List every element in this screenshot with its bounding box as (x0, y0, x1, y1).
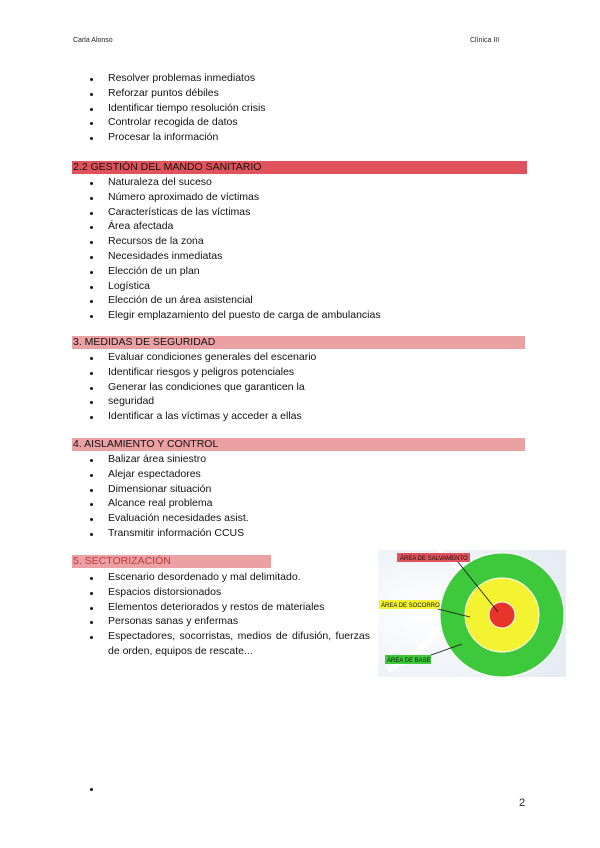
base-area-label: ÁREA DE BASE (387, 658, 431, 664)
aislamiento-list (88, 452, 249, 541)
list-item: Logística (88, 279, 381, 294)
list-item: Elementos deteriorados y restos de materiales (88, 600, 370, 615)
list-item: Naturaleza del suceso (88, 175, 381, 190)
list-item: Elegir emplazamiento del puesto de carga de ambulancias (88, 308, 381, 323)
list-item: Evaluación necesidades asist. (88, 511, 249, 526)
section-heading-sectorizacion: 5. SECTORIZACIÓN (72, 555, 271, 568)
list-item: Alejar espectadores (88, 467, 249, 482)
list-item: Número aproximado de víctimas (88, 190, 381, 205)
rescue-area-label: ÁREA DE SALVAMENTO (400, 556, 468, 562)
section-heading-aislamiento: 4. AISLAMIENTO Y CONTROL (72, 438, 525, 451)
list-item: Balizar área siniestro (88, 452, 249, 467)
list-item: Reforzar puntos débiles (88, 86, 266, 101)
section-heading-seguridad: 3. MEDIDAS DE SEGURIDAD (72, 336, 525, 349)
list-item: Espectadores, socorristas, medios de difusión, fuerzas de orden, equipos de rescate... (88, 629, 370, 659)
list-item: Transmitir información CCUS (88, 526, 249, 541)
seguridad-list (88, 350, 316, 424)
list-item: Procesar la información (88, 130, 266, 145)
list-item: Elección de un plan (88, 264, 381, 279)
list-item: Generar las condiciones que garanticen la (88, 380, 316, 395)
list-item: Personas sanas y enfermas (88, 614, 370, 629)
sectorizacion-list (88, 570, 370, 659)
list-item: Resolver problemas inmediatos (88, 71, 266, 86)
list-item: Evaluar condiciones generales del escenario (88, 350, 316, 365)
list-item: Controlar recogida de datos (88, 115, 266, 130)
page-number: 2 (519, 797, 526, 809)
header-author: Carla Alonso (73, 37, 113, 44)
sectorization-diagram (378, 550, 566, 677)
list-item: Identificar riesgos y peligros potenciales (88, 365, 316, 380)
list-item: Área afectada (88, 219, 381, 234)
list-item: Escenario desordenado y mal delimitado. (88, 570, 370, 585)
list-item: Características de las víctimas (88, 205, 381, 220)
list-item: seguridad (88, 394, 316, 409)
empty-bullet (90, 788, 93, 791)
list-item: Espacios distorsionados (88, 585, 370, 600)
list-item: Identificar a las víctimas y acceder a ellas (88, 409, 316, 424)
intro-list (88, 71, 266, 145)
section-heading-mando-sanitario: 2.2 GESTIÓN DEL MANDO SANITARIO (72, 161, 527, 174)
list-item: Alcance real problema (88, 496, 249, 511)
list-item: Identificar tiempo resolución crisis (88, 101, 266, 116)
list-item: Elección de un área asistencial (88, 293, 381, 308)
list-item: Recursos de la zona (88, 234, 381, 249)
mando-sanitario-list (88, 175, 381, 323)
header-subject: Clínica III (470, 37, 500, 44)
aid-area-label: ÁREA DE SOCORRO (381, 603, 440, 609)
list-item: Dimensionar situación (88, 482, 249, 497)
list-item: Necesidades inmediatas (88, 249, 381, 264)
